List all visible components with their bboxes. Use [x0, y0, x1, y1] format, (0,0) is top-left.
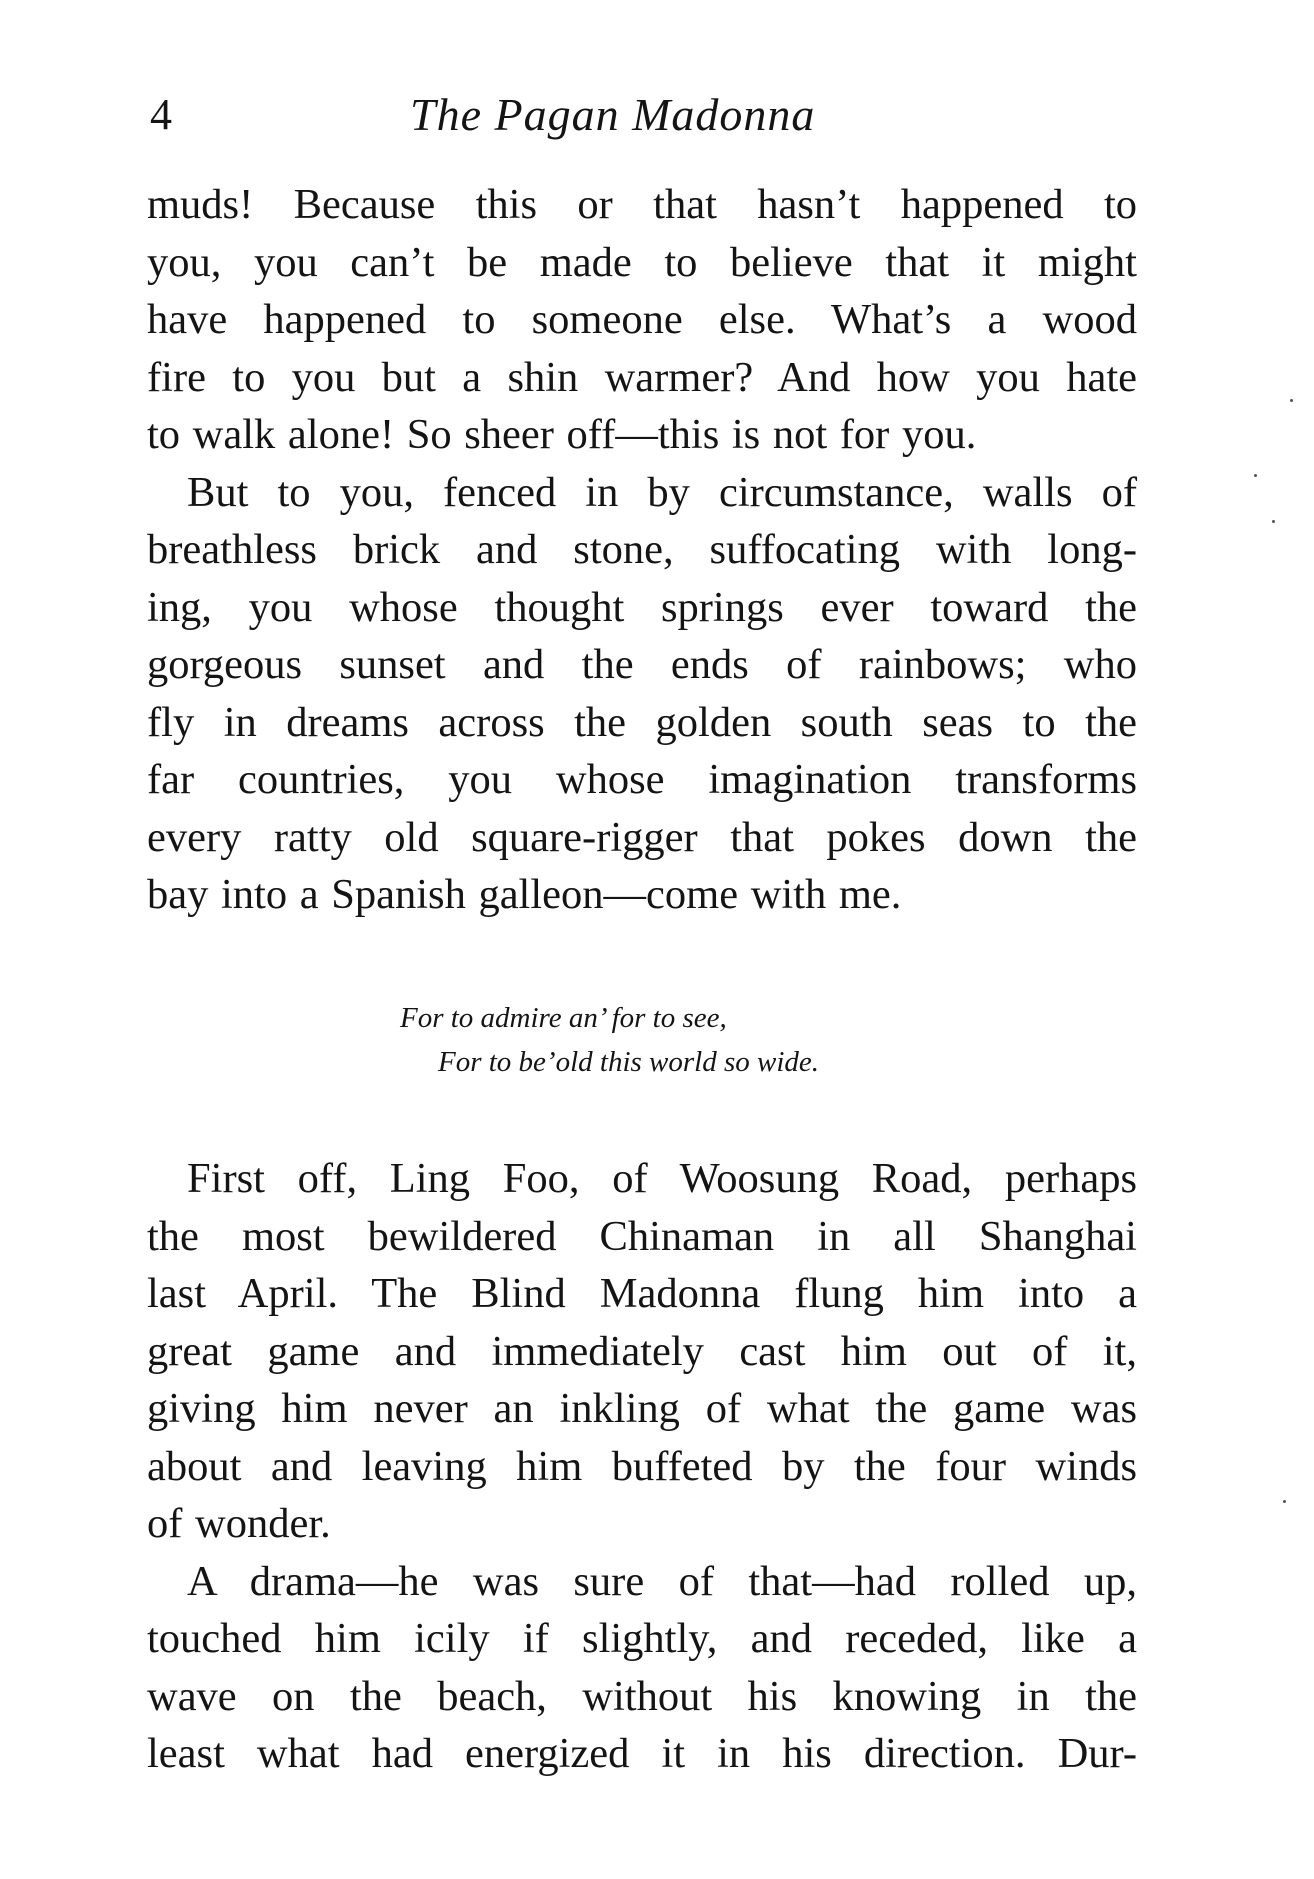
text-line: First off, Ling Foo, of Woosung Road, perhaps [187, 1155, 1137, 1202]
text-line: A drama—he was sure of that—had rolled up, [187, 1557, 1137, 1605]
text-line: fly in dreams across the golden south seas to the [147, 698, 1137, 746]
running-title: The Pagan Madonna [410, 89, 816, 140]
scan-speck [1283, 1500, 1286, 1503]
text-line: about and leaving him buffeted by the four winds [147, 1442, 1137, 1490]
page-header [150, 80, 1140, 150]
text-line: have happened to someone else. What’s a wood [147, 296, 1137, 343]
text-line: muds! Because this or that hasn’t happened to [147, 181, 1137, 228]
text-line: of wonder. [147, 1500, 331, 1547]
text-line: the most bewildered Chinaman in all Shanghai [147, 1212, 1137, 1260]
verse-line: For to be’old this world so wide. [438, 1046, 820, 1078]
text-line: bay into a Spanish galleon—come with me. [147, 871, 902, 918]
text-line: far countries, you whose imagination transforms [147, 756, 1137, 803]
verse-line: For to admire an’ for to see, [400, 1002, 727, 1034]
scan-speck [1254, 474, 1257, 477]
text-line: ing, you whose thought springs ever toward the [147, 583, 1137, 631]
text-line: every ratty old square-rigger that pokes down the [147, 813, 1137, 861]
text-block-lower [147, 1150, 1137, 1783]
paragraph [147, 176, 1137, 464]
verse-epigraph [400, 996, 819, 1084]
text-line: But to you, fenced in by circumstance, walls of [187, 468, 1137, 516]
paragraph [147, 1553, 1137, 1783]
text-line: least what had energized it in his direction. Dur- [147, 1730, 1137, 1777]
text-line: you, you can’t be made to believe that it might [147, 238, 1137, 286]
paragraph [147, 464, 1137, 924]
text-line: great game and immediately cast him out of it, [147, 1327, 1137, 1375]
text-line: gorgeous sunset and the ends of rainbows; who [147, 641, 1137, 688]
text-line: breathless brick and stone, suffocating with long- [147, 526, 1137, 573]
scan-speck [1272, 520, 1275, 523]
text-line: wave on the beach, without his knowing in the [147, 1672, 1137, 1720]
text-line: to walk alone! So sheer off—this is not for you. [147, 411, 977, 458]
text-line: fire to you but a shin warmer? And how you hate [147, 353, 1137, 401]
text-line: last April. The Blind Madonna flung him into a [147, 1270, 1137, 1317]
text-line: giving him never an inkling of what the game was [147, 1385, 1137, 1432]
page-number: 4 [150, 90, 172, 139]
text-line: touched him icily if slightly, and receded, like a [147, 1615, 1137, 1662]
scan-speck [1290, 399, 1293, 402]
paragraph [147, 1150, 1137, 1553]
text-block-upper [147, 176, 1137, 924]
